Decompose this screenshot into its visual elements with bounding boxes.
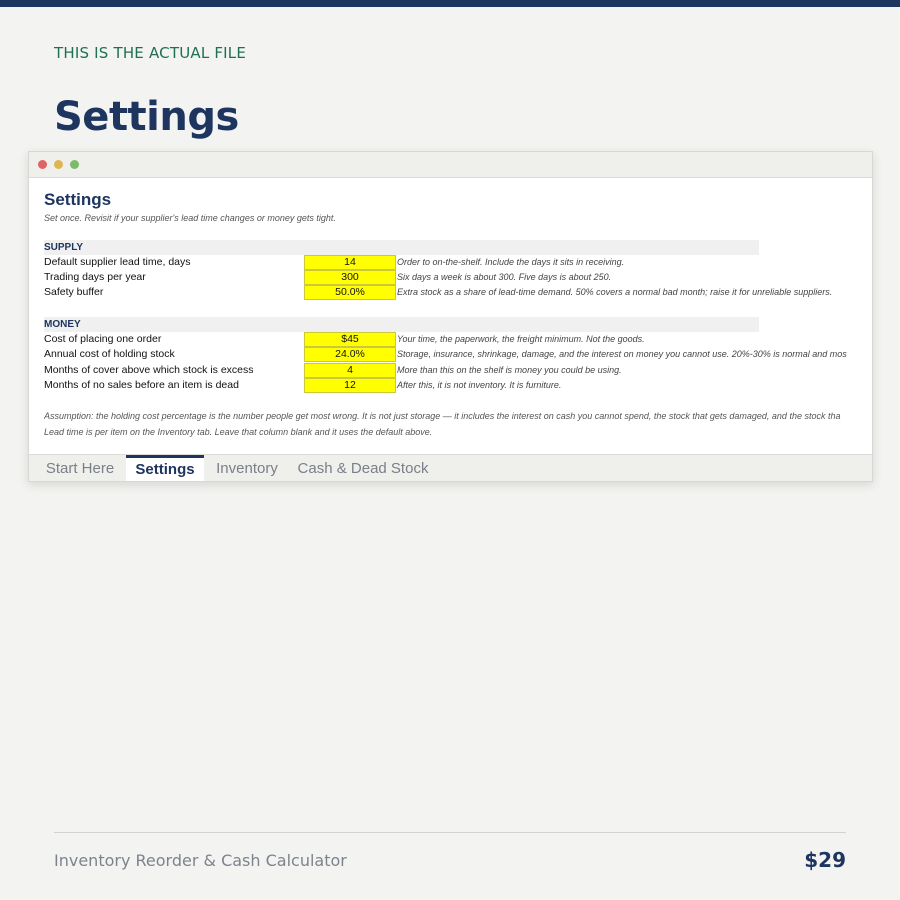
setting-row-safety-buffer	[44, 285, 859, 300]
setting-note: Order to on-the-shelf. Include the days it sits in receiving.	[397, 257, 625, 267]
setting-value-cell[interactable]: 4	[304, 363, 396, 378]
spreadsheet-window	[28, 151, 873, 482]
lead-time-note: Lead time is per item on the Inventory tab. Leave that column blank and it uses the default above.	[44, 427, 433, 437]
setting-row-dead-stock	[44, 378, 859, 393]
setting-label: Trading days per year	[44, 271, 146, 283]
setting-row-holding-cost	[44, 347, 859, 362]
setting-value-cell[interactable]: 14	[304, 255, 396, 270]
setting-value-cell[interactable]: $45	[304, 332, 396, 347]
assumption-note: Assumption: the holding cost percentage is the number people get most wrong. It is not just storage — it includes the interest on cash you cannot spend, the stock that gets damaged, and the stock tha	[44, 411, 841, 421]
sheet-content	[44, 178, 859, 454]
setting-note: Your time, the paperwork, the freight minimum. Not the goods.	[397, 334, 645, 344]
setting-row-trading-days	[44, 270, 859, 285]
top-accent-bar	[0, 0, 900, 7]
setting-value-cell[interactable]: 300	[304, 270, 396, 285]
setting-note: Storage, insurance, shrinkage, damage, and the interest on money you cannot use. 20%-30% is normal and mos	[397, 349, 847, 359]
window-titlebar	[29, 152, 872, 178]
price-label: $29	[804, 848, 846, 872]
tab-settings[interactable]: Settings	[126, 455, 204, 482]
setting-label: Default supplier lead time, days	[44, 256, 191, 268]
product-name: Inventory Reorder & Cash Calculator	[54, 851, 347, 870]
minimize-window-icon[interactable]	[54, 160, 63, 169]
setting-note: Six days a week is about 300. Five days is about 250.	[397, 272, 612, 282]
setting-row-lead-time	[44, 255, 859, 270]
section-heading-supply: SUPPLY	[44, 240, 759, 255]
sheet-subtitle: Set once. Revisit if your supplier's lead time changes or money gets tight.	[44, 213, 336, 223]
tab-cash-dead-stock[interactable]: Cash & Dead Stock	[297, 460, 429, 477]
setting-row-order-cost	[44, 332, 859, 347]
close-window-icon[interactable]	[38, 160, 47, 169]
sheet-tab-bar	[29, 454, 873, 482]
section-heading-money: MONEY	[44, 317, 759, 332]
footer-divider	[54, 832, 846, 833]
setting-note: Extra stock as a share of lead-time demand. 50% covers a normal bad month; raise it for unreliable suppliers.	[397, 287, 833, 297]
maximize-window-icon[interactable]	[70, 160, 79, 169]
setting-label: Cost of placing one order	[44, 333, 162, 345]
tab-start-here[interactable]: Start Here	[45, 460, 115, 477]
setting-label: Safety buffer	[44, 286, 104, 298]
setting-row-excess-cover	[44, 363, 859, 378]
sheet-title: Settings	[44, 190, 112, 209]
eyebrow-text: THIS IS THE ACTUAL FILE	[54, 44, 247, 62]
setting-value-cell[interactable]: 50.0%	[304, 285, 396, 300]
setting-label: Annual cost of holding stock	[44, 348, 175, 360]
setting-label: Months of no sales before an item is dead	[44, 379, 239, 391]
setting-note: After this, it is not inventory. It is furniture.	[397, 380, 562, 390]
setting-note: More than this on the shelf is money you could be using.	[397, 365, 622, 375]
setting-label: Months of cover above which stock is excess	[44, 364, 254, 376]
hero-title: Settings	[54, 94, 239, 140]
setting-value-cell[interactable]: 12	[304, 378, 396, 393]
setting-value-cell[interactable]: 24.0%	[304, 347, 396, 362]
tab-inventory[interactable]: Inventory	[216, 460, 278, 477]
